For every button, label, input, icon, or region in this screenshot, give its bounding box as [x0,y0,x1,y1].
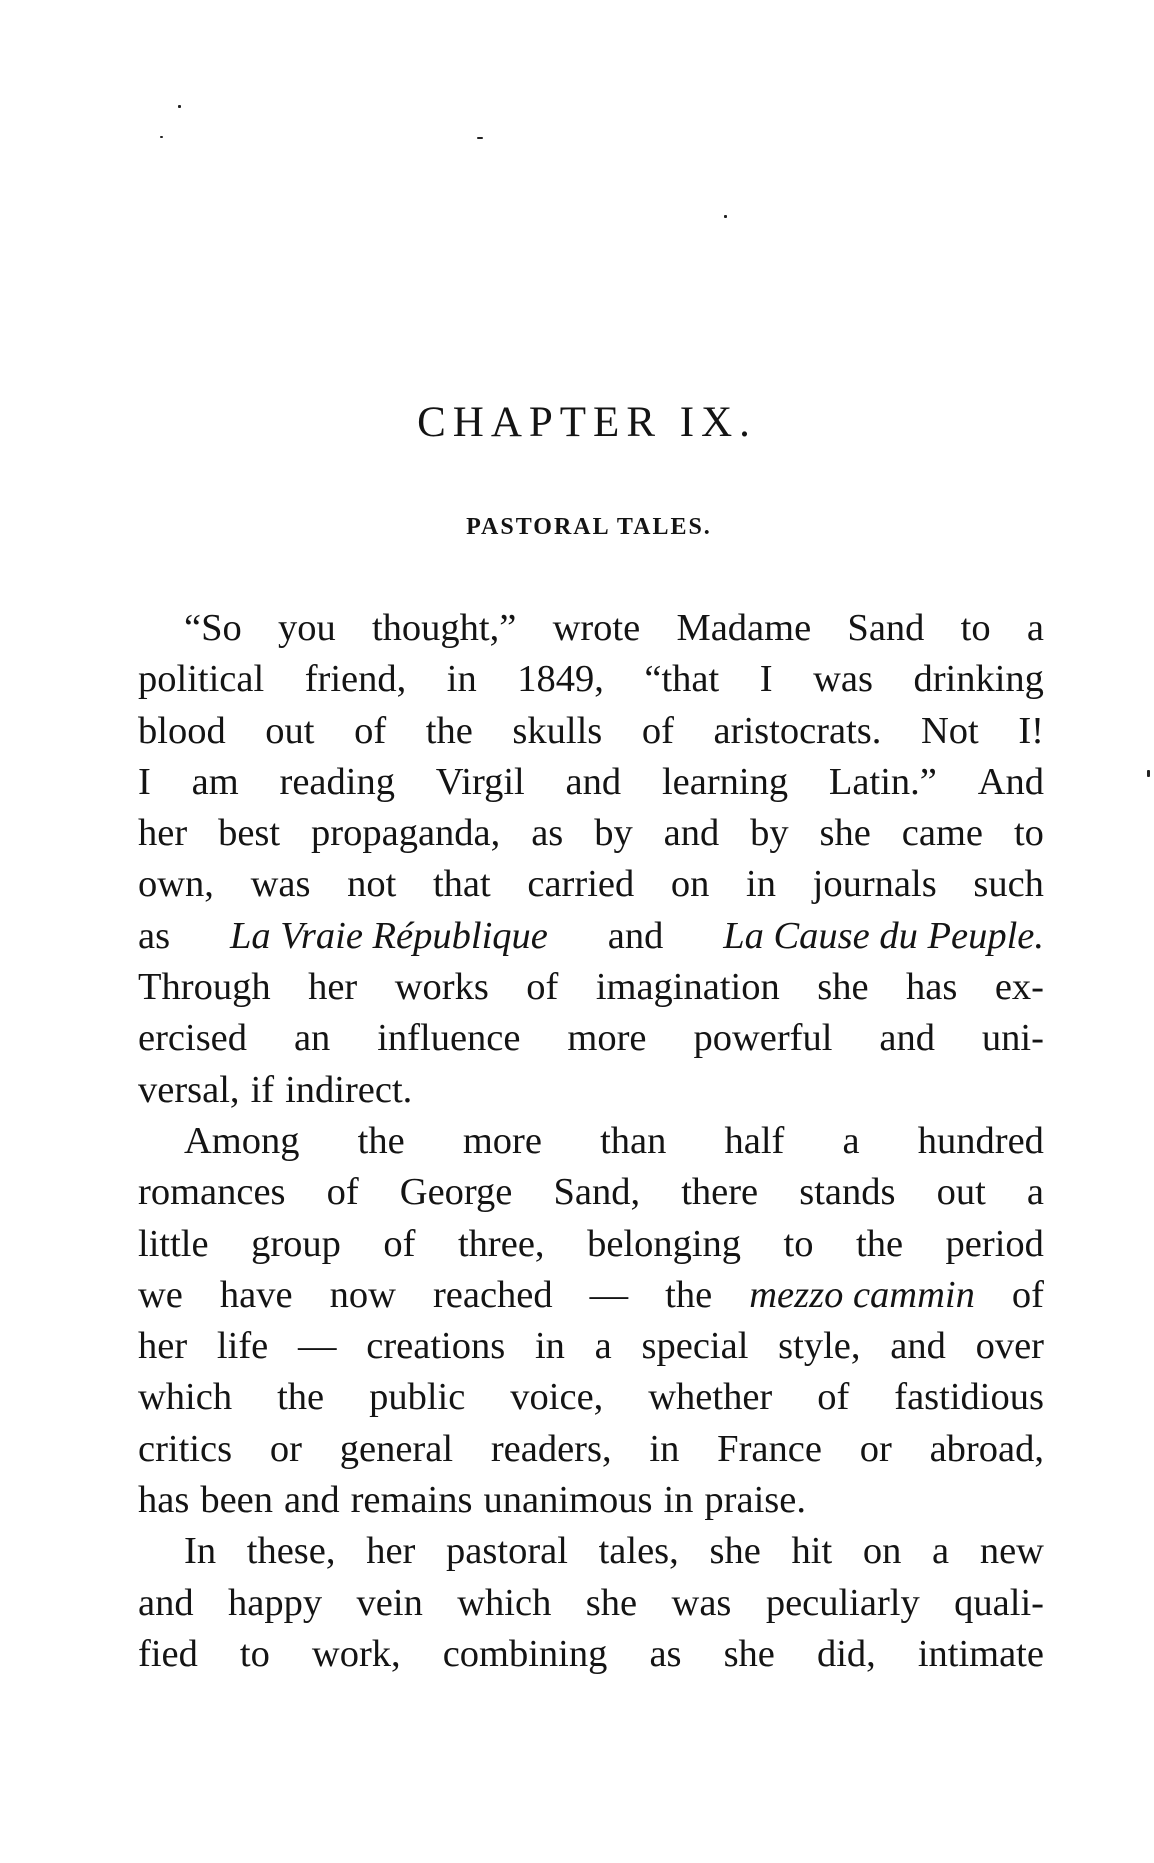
ink-speck [477,137,483,139]
text-line: fied to work, combining as she did, intimate [138,1632,1044,1675]
text-line: political friend, in 1849, “that I was drinking [138,658,1044,701]
journal-title: La Vraie République [229,914,548,957]
text-line: which the public voice, whether of fastidious [138,1376,1044,1419]
text-line: and happy vein which she was peculiarly quali- [138,1581,1044,1624]
text-line: blood out of the skulls of aristocrats. Not I! [138,709,1044,752]
italic-phrase: mezzo cammin [749,1273,975,1316]
text-line: romances of George Sand, there stands out a [138,1171,1044,1214]
text-line: little group of three, belonging to the period [138,1222,1044,1265]
chapter-title: CHAPTER IX. [417,399,757,446]
journal-title: La Cause du Peuple. [723,914,1044,957]
text-line: Among the more than half a hundred [184,1119,1044,1162]
text-line: as La Vraie République and La Cause du Peuple. [138,911,1044,962]
text-line: Through her works of imagination she has ex- [138,966,1044,1009]
text-line: her life — creations in a special style, and over [138,1325,1044,1368]
ink-speck [1147,770,1150,777]
text-line: her best propaganda, as by and by she came to [138,812,1044,855]
text-line: “So you thought,” wrote Madame Sand to a [184,607,1044,649]
chapter-subtitle: PASTORAL TALES. [466,514,712,540]
ink-speck [178,105,181,108]
body-text [138,603,1044,1680]
text-line: we have now reached — the mezzo cammin of [138,1270,1044,1321]
ink-speck [160,136,163,138]
text-line: versal, if indirect. [138,1068,413,1111]
text-line: own, was not that carried on in journals such [138,863,1044,906]
text-line: has been and remains unanimous in praise. [138,1479,806,1522]
text-line: I am reading Virgil and learning Latin.” And [138,760,1044,803]
text-line: critics or general readers, in France or abroad, [138,1427,1044,1470]
ink-speck [724,215,727,218]
text-line: In these, her pastoral tales, she hit on a new [184,1530,1044,1573]
text-line: ercised an influence more powerful and uni- [138,1017,1044,1060]
